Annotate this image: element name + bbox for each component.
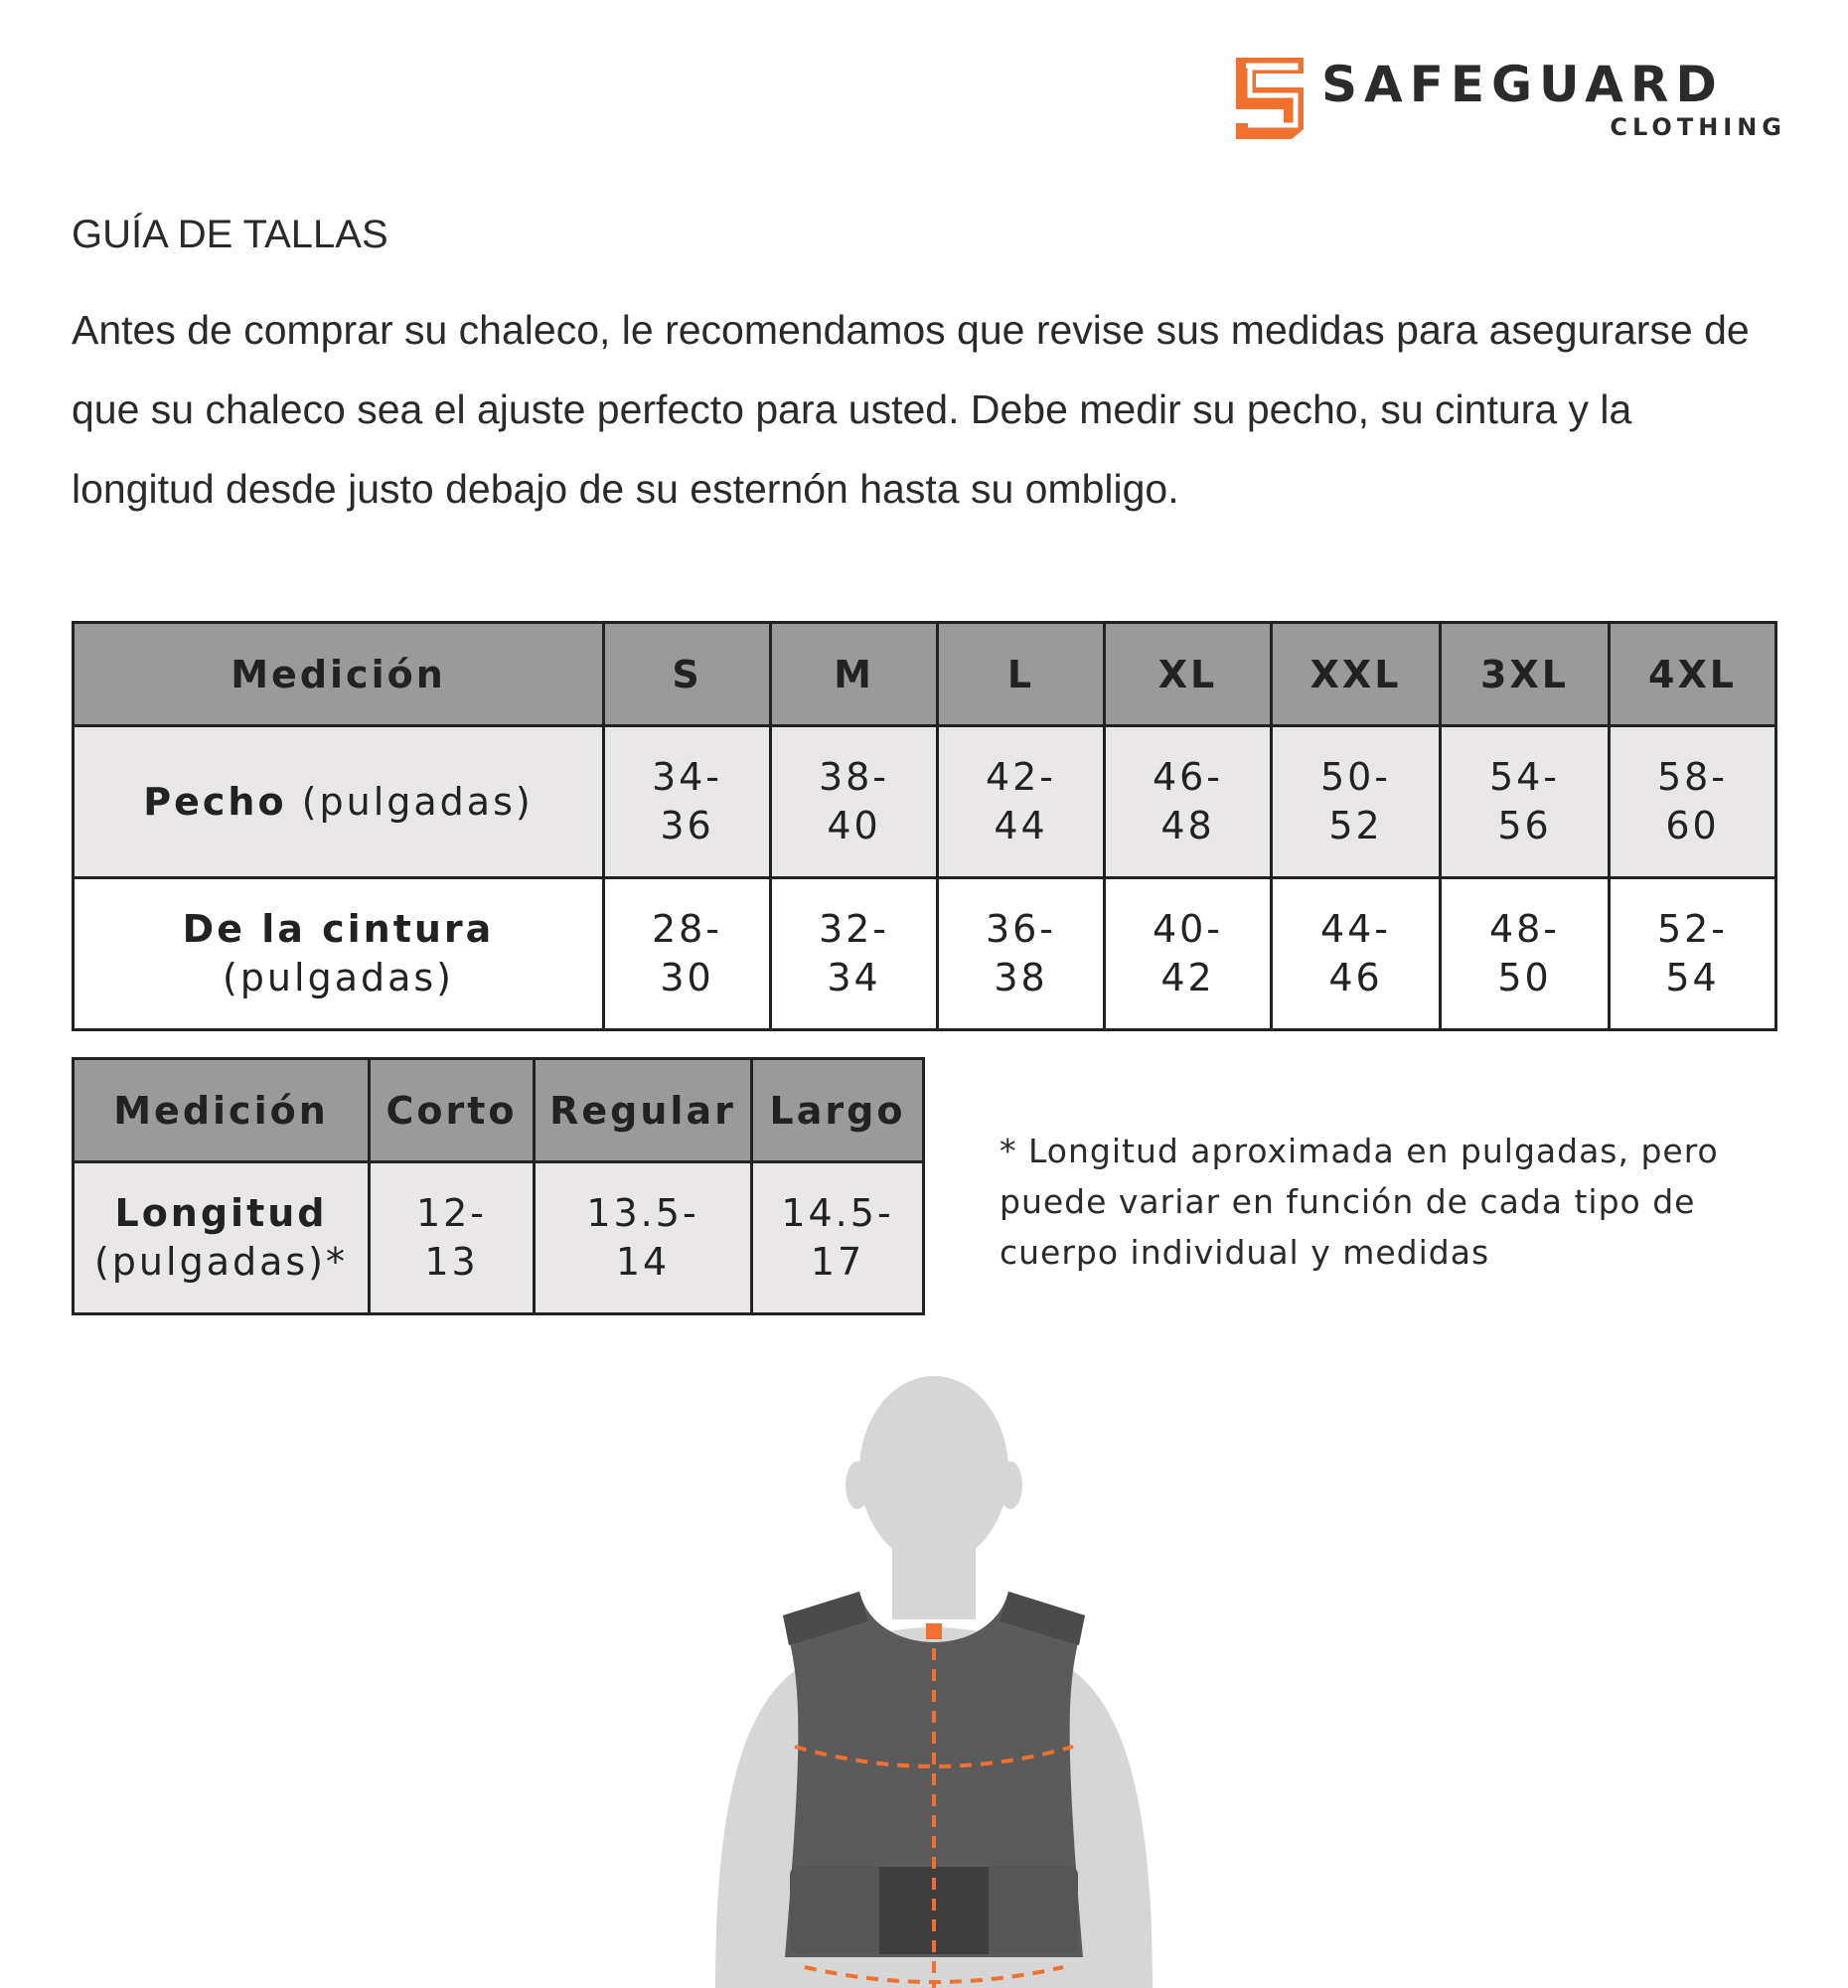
cell-chest-xxl [1272,726,1441,878]
label-length-unit: (pulgadas)* [93,1240,349,1284]
cell-waist-xl [1105,878,1272,1030]
cell-value-top: 46- [1152,755,1224,799]
cell-length-regular [535,1162,752,1314]
size-table-header [74,623,1776,726]
cell-value-top: 58- [1656,755,1729,799]
cell-value-top: 50- [1319,755,1392,799]
cell-waist-xxl [1272,878,1441,1030]
vest-measurement-illustration [656,1361,1212,1988]
row-label-chest [74,726,604,878]
cell-value-top: 48- [1488,907,1561,951]
cell-value-bottom: 17 [810,1240,865,1284]
cell-value-top: 34- [651,755,723,799]
cell-value-top: 13.5- [586,1191,699,1235]
cell-value-bottom: 40 [827,804,881,847]
header-size-xxl: XXL [1272,623,1441,726]
header-short: Corto [370,1059,535,1162]
cell-value-bottom: 60 [1665,804,1720,847]
table-row-waist [74,878,1776,1030]
cell-value-top: 36- [985,907,1057,951]
label-chest-unit: (pulgadas) [301,779,534,824]
header-size-xl: XL [1105,623,1272,726]
header-size-3xl: 3XL [1441,623,1610,726]
brand-logo [1230,52,1786,141]
cell-value-bottom: 42 [1160,956,1215,999]
label-waist-unit: (pulgadas) [222,956,455,999]
cell-value-top: 44- [1319,907,1392,951]
length-footnote: * Longitud aproximada en pulgadas, pero puede variar en función de cada tipo de cuerpo individual y medidas [1000,1132,1719,1272]
cell-value-top: 38- [818,755,890,799]
size-table [72,621,1777,1031]
cell-length-long [752,1162,924,1314]
header-size-4xl: 4XL [1610,623,1776,726]
cell-waist-3xl [1441,878,1610,1030]
cell-length-short [370,1162,535,1314]
intro-paragraph: Antes de comprar su chaleco, le recomendamos que revise sus medidas para asegurarse de que su chaleco sea el ajuste perfecto para usted. Debe medir su pecho, su cintura y la longitud desde justo debajo de su esternón hasta su ombligo. [72,307,1750,512]
row-label-waist [74,878,604,1030]
cell-value-top: 42- [985,755,1057,799]
cell-waist-s [604,878,771,1030]
cell-value-bottom: 46 [1328,956,1383,999]
length-table-header [74,1059,924,1162]
header-measurement: Medición [74,1059,370,1162]
cell-value-bottom: 30 [660,956,714,999]
header-measurement: Medición [74,623,604,726]
brand-name: SAFEGUARD [1321,56,1724,113]
cell-value-bottom: 36 [660,804,714,847]
cell-waist-l [938,878,1105,1030]
page-title: GUÍA DE TALLAS [72,213,388,256]
cell-value-bottom: 13 [424,1240,479,1284]
cell-value-bottom: 48 [1160,804,1215,847]
cell-value-top: 52- [1656,907,1729,951]
header-size-m: M [771,623,938,726]
cell-value-top: 54- [1488,755,1561,799]
label-chest: Pecho [143,779,287,824]
sternum-marker [926,1623,942,1639]
cell-chest-3xl [1441,726,1610,878]
cell-value-bottom: 44 [994,804,1048,847]
cell-waist-m [771,878,938,1030]
cell-value-top: 40- [1152,907,1224,951]
cell-value-bottom: 54 [1665,956,1720,999]
table-row-chest [74,726,1776,878]
cell-chest-m [771,726,938,878]
cell-value-bottom: 56 [1497,804,1552,847]
header-size-l: L [938,623,1105,726]
cell-value-bottom: 38 [994,956,1048,999]
row-label-length [74,1162,370,1314]
cell-value-top: 32- [818,907,890,951]
cell-value-bottom: 52 [1328,804,1383,847]
header-regular: Regular [535,1059,752,1162]
cell-chest-xl [1105,726,1272,878]
cell-waist-4xl [1610,878,1776,1030]
table-row-length [74,1162,924,1314]
brand-subtitle: CLOTHING [1610,113,1786,141]
cell-value-bottom: 50 [1497,956,1552,999]
header-size-s: S [604,623,771,726]
cell-value-top: 12- [415,1191,488,1235]
cell-value-top: 14.5- [781,1191,894,1235]
cell-value-bottom: 14 [615,1240,671,1284]
cell-value-top: 28- [651,907,723,951]
header-long: Largo [752,1059,924,1162]
label-waist: De la cintura [182,907,495,951]
cell-value-bottom: 34 [827,956,881,999]
length-table [72,1057,925,1315]
cell-chest-l [938,726,1105,878]
cell-chest-s [604,726,771,878]
cell-chest-4xl [1610,726,1776,878]
label-length: Longitud [114,1191,328,1235]
safeguard-s-icon [1230,52,1309,141]
